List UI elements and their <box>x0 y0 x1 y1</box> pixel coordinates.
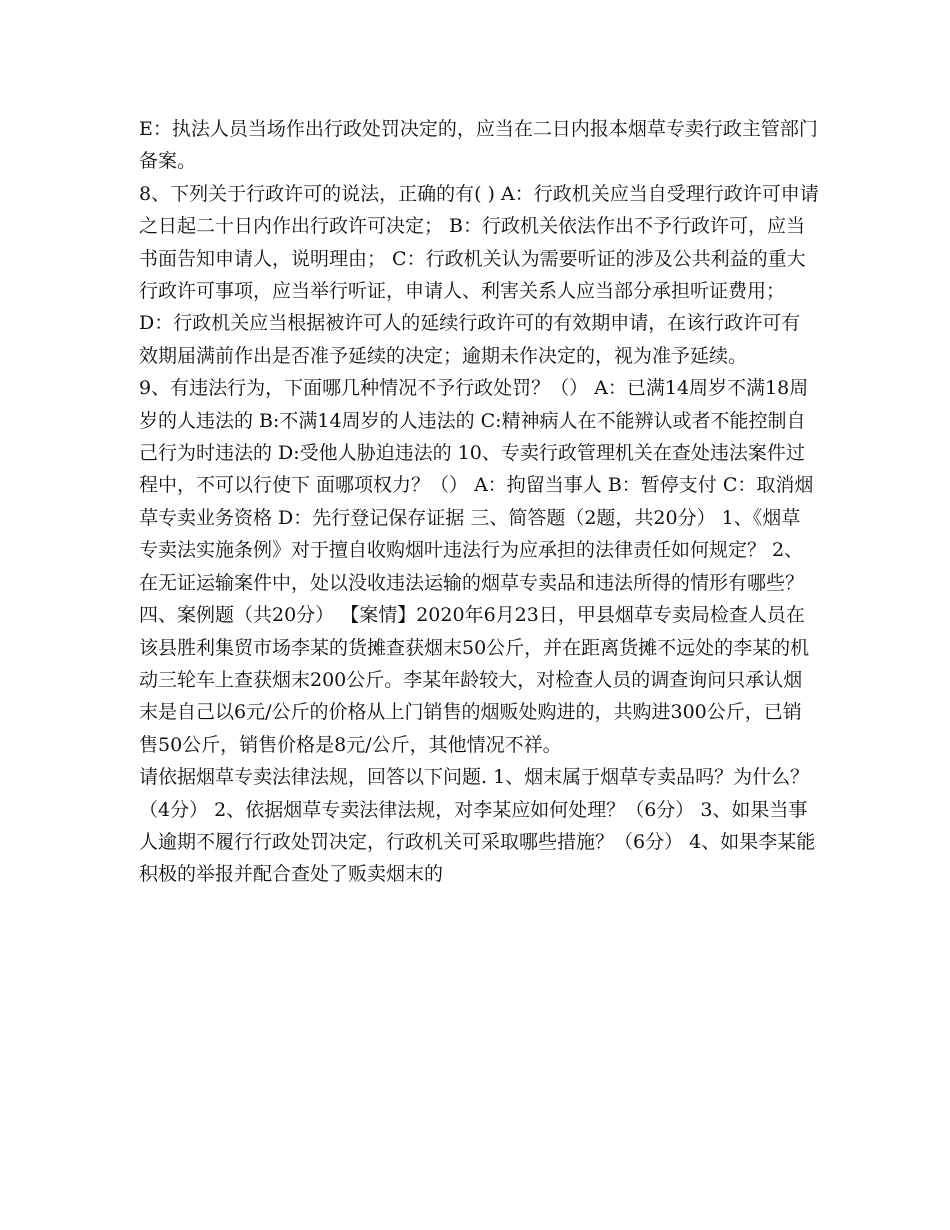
paragraph-question-8: 8、下列关于行政许可的说法，正确的有( ) A：行政机关应当自受理行政许可申请之日起二十日内作出行政许可决定； B：行政机关依法作出不予行政许可，应当书面告知申请人，说明理由； C：行政机关认为需要听证的涉及公共利益的重大行政许可事项，应当举行听证，申请人、利害关系人应当部分承担听证费用； D：行政机关应当根据被许可人的延续行政许可的有效期申请，在该行政许可有效期届满前作出是否准予延续的决定；逾期未作决定的，视为准予延续。 <box>139 182 819 367</box>
paragraph-e-record-filing: E：执法人员当场作出行政处罚决定的，应当在二日内报本烟草专卖行政主管部门备案。 <box>139 118 818 173</box>
paragraph-case-questions: 请依据烟草专卖法律法规，回答以下问题. 1、烟末属于烟草专卖品吗？为什么？（4分） 2、依据烟草专卖法律法规，对李某应如何处理？（6分） 3、如果当事人逾期不履行行政处罚决定，行政机关可采取哪些措施？（6分） 4、如果李某能积极的举报并配合查处了贩卖烟末的 <box>139 766 816 886</box>
paragraph-question-9-to-case: 9、有违法行为，下面哪几种情况不予行政处罚？（） A：已满14周岁不满18周岁的人违法的 B:不满14周岁的人违法的 C:精神病人在不能辨认或者不能控制自己行为时违法的 D:受他人胁迫违法的 10、专卖行政管理机关在查处违法案件过程中，不可以行使下 面哪项权力？（） A：拘留当事人 B：暂停支付 C：取消烟草专卖业务资格 D：先行登记保存证据 三、简答题（2题，共20分） 1、《烟草专卖法实施条例》对于擅自收购烟叶违法行为应承担的法律责任如何规定？ 2、在无证运输案件中，处以没收违法运输的烟草专卖品和违法所得的情形有哪些？四、案例题（共20分） 【案情】2020年6月23日，甲县烟草专卖局检查人员在该县胜利集贸市场李某的货摊查获烟末50公斤，并在距离货摊不远处的李某的机动三轮车上查获烟末200公斤。李某年龄较大，对检查人员的调查询问只承认烟末是自己以6元/公斤的价格从上门销售的烟贩处购进的，共购进300公斤，已销售50公斤，销售价格是8元/公斤，其他情况不祥。 <box>139 377 814 756</box>
document-body <box>139 113 819 891</box>
